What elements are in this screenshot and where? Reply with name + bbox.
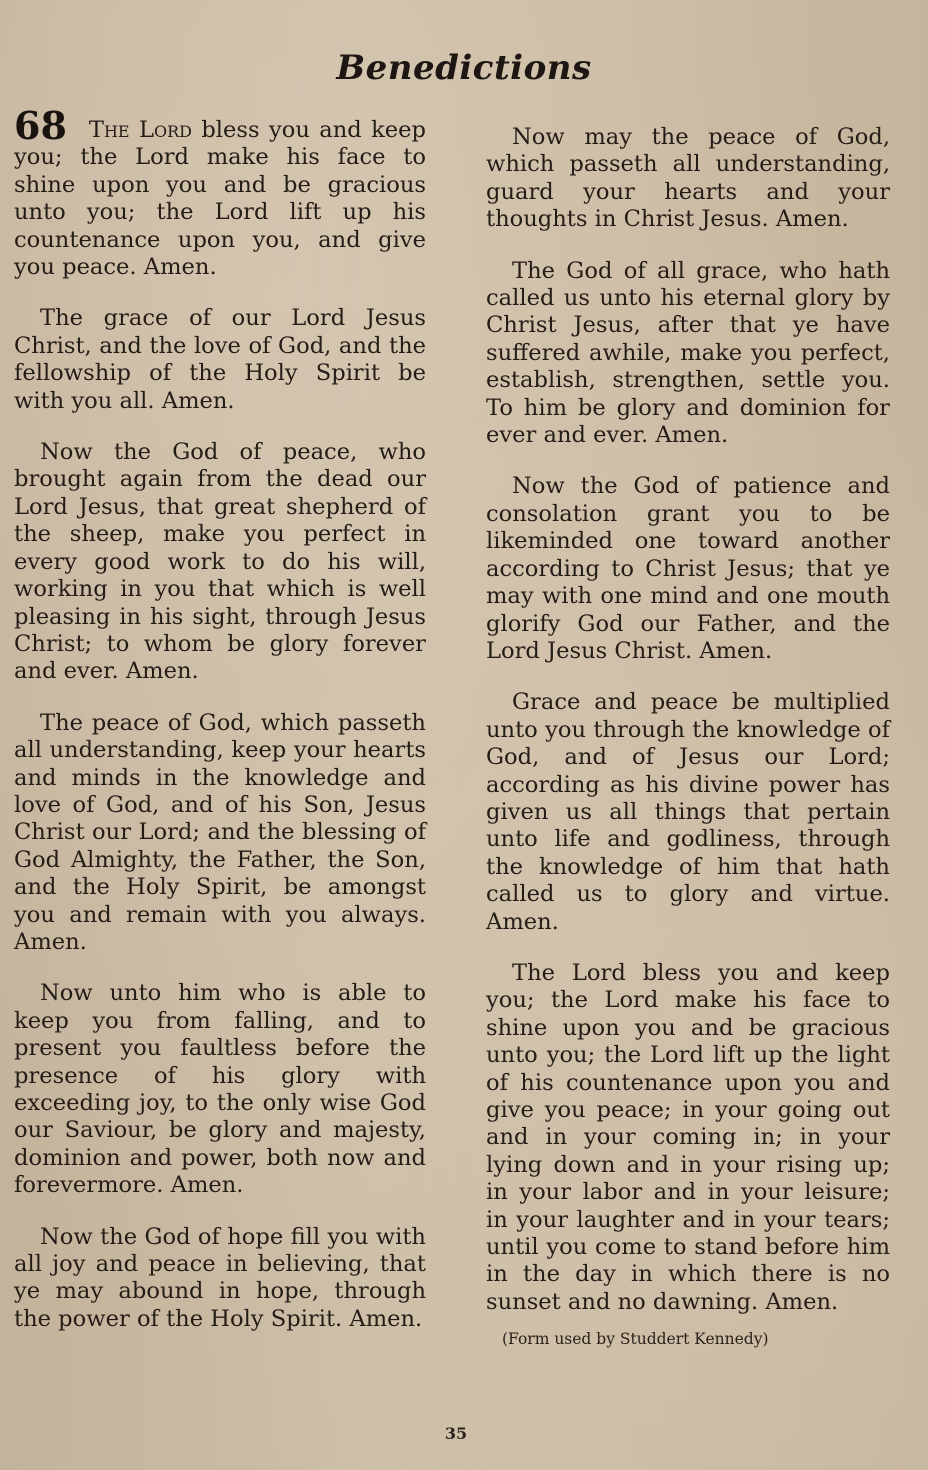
benediction-paragraph [14, 103, 426, 281]
item-number: 68 [14, 103, 67, 148]
benediction-paragraph: Now the God of hope fill you with all joy and peace in believing, that ye may abound in hope, through the power of the Holy Spirit. Amen. [14, 1223, 426, 1332]
attribution-note: (Form used by Studdert Kennedy) [502, 1330, 769, 1349]
left-column [14, 103, 426, 1357]
benediction-paragraph: Now unto him who is able to keep you from falling, and to present you faultless before the presence of his glory with exceeding joy, to the only wise God our Saviour, be glory and majesty, dominion and power, both now and forevermore. Amen. [14, 980, 426, 1199]
page-number: 35 [444, 1424, 468, 1443]
right-column [486, 124, 890, 1354]
benediction-paragraph: The grace of our Lord Jesus Christ, and the love of God, and the fellowship of the Holy Spirit be with you all. Amen. [14, 305, 426, 414]
benediction-paragraph: The peace of God, which passeth all understanding, keep your hearts and minds in the knowledge and love of God, and of his Son, Jesus Christ our Lord; and the blessing of God Almighty, the Father, the Son, and the Holy Spirit, be amongst you and remain with you always. Amen. [14, 709, 426, 955]
benediction-paragraph: Now may the peace of God, which passeth all understanding, guard your hearts and your thoughts in Christ Jesus. Amen. [486, 124, 890, 233]
lead-words: The Lord [88, 117, 192, 143]
page-title: Benedictions [336, 48, 592, 88]
benediction-paragraph: Grace and peace be multiplied unto you through the knowledge of God, and of Jesus our Lord; according as his divine power has given us all things that pertain unto life and godliness, through the knowledge of him that hath called us to glory and virtue. Amen. [486, 689, 890, 935]
benediction-paragraph: The God of all grace, who hath called us unto his eternal glory by Christ Jesus, after that ye have suffered awhile, make you perfect, establish, strengthen, settle you. To him be glory and dominion for ever and ever. Amen. [486, 257, 890, 449]
paragraph-text: bless you and keep you; the Lord make his face to shine upon you and be gracious unto you; the Lord lift up his countenance upon you, and give you peace. Amen. [14, 117, 426, 281]
benediction-paragraph: Now the God of patience and consolation grant you to be likeminded one toward another according to Christ Jesus; that ye may with one mind and one mouth glorify God our Father, and the Lord Jesus Christ. Amen. [486, 473, 890, 664]
benediction-paragraph: The Lord bless you and keep you; the Lord make his face to shine upon you and be gracious unto you; the Lord lift up the light of his countenance upon you and give you peace; in your going out and in your coming in; in your lying down and in your rising up; in your labor and in your leisure; in your laughter and in your tears; until you come to stand before him in the day in which there is no sunset and no dawning. Amen. [486, 959, 890, 1315]
benediction-paragraph: Now the God of peace, who brought again from the dead our Lord Jesus, that great shepherd of the sheep, make you perfect in every good work to do his will, working in you that which is well pleasing in his sight, through Jesus Christ; to whom be glory forever and ever. Amen. [14, 439, 426, 685]
